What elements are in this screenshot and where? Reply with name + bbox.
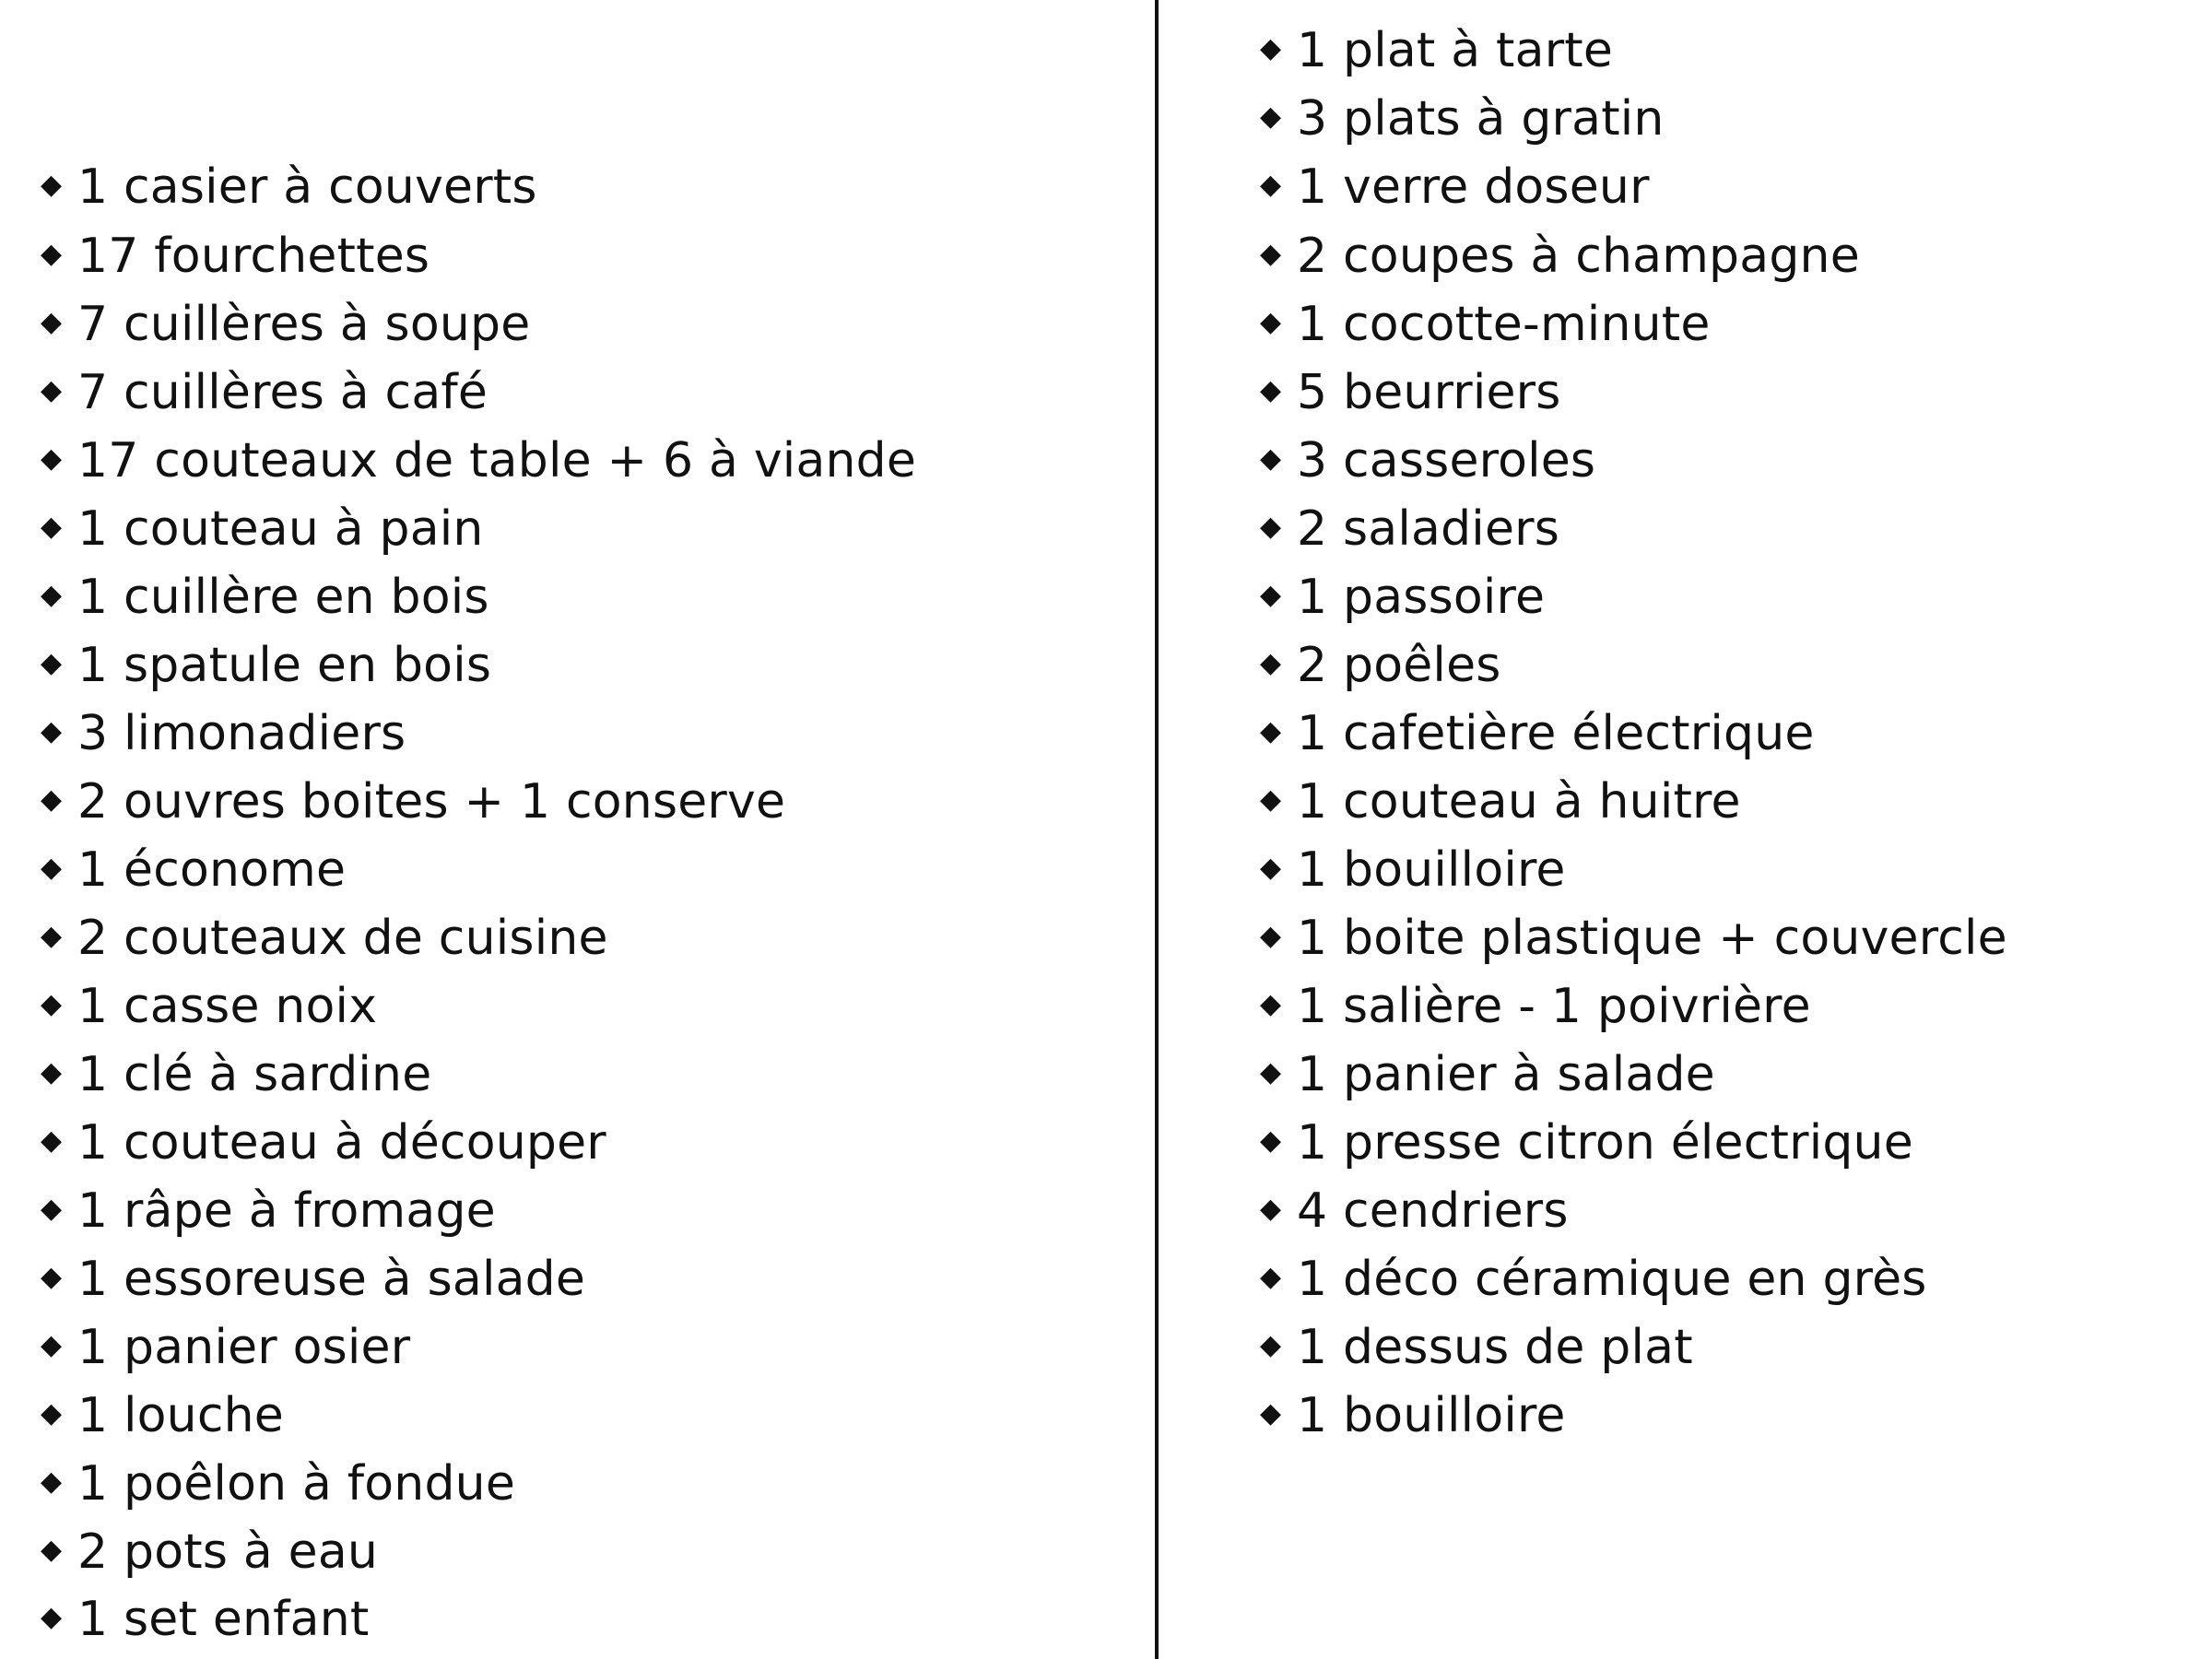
bullet-icon: ◆: [1260, 169, 1282, 201]
list-item: [1260, 631, 1501, 700]
bullet-icon: ◆: [41, 920, 63, 952]
bullet-icon: ◆: [1260, 1193, 1282, 1225]
list-item: [1260, 1041, 1715, 1109]
list-item: [1260, 290, 1711, 359]
item-text: 1 dessus de plat: [1297, 1320, 1693, 1375]
list-item: [41, 1585, 369, 1653]
item-text: 1 cafetière électrique: [1297, 706, 1815, 761]
list-item: [1260, 1245, 1927, 1313]
list-item: [1260, 359, 1561, 427]
bullet-icon: ◆: [1260, 852, 1282, 884]
bullet-icon: ◆: [41, 306, 63, 338]
item-text: 1 couteau à huitre: [1297, 774, 1741, 830]
item-text: 1 boite plastique + couvercle: [1297, 911, 2007, 966]
list-item: [41, 1177, 496, 1245]
list-item: [41, 563, 489, 631]
item-text: 2 couteaux de cuisine: [77, 911, 608, 966]
list-item: [1260, 563, 1545, 631]
item-text: 1 clé à sardine: [77, 1047, 432, 1102]
bullet-icon: ◆: [1260, 374, 1282, 406]
item-text: 1 couteau à pain: [77, 501, 484, 557]
list-item: [41, 1382, 284, 1450]
bullet-icon: ◆: [41, 1261, 63, 1293]
bullet-icon: ◆: [1260, 579, 1282, 611]
list-item: [41, 768, 785, 836]
bullet-icon: ◆: [1260, 1329, 1282, 1361]
item-text: 1 cocotte-minute: [1297, 297, 1711, 352]
bullet-icon: ◆: [41, 1465, 63, 1498]
bullet-icon: ◆: [41, 1397, 63, 1430]
item-text: 2 pots à eau: [77, 1524, 379, 1580]
bullet-icon: ◆: [41, 1124, 63, 1157]
bullet-icon: ◆: [1260, 1124, 1282, 1157]
item-text: 7 cuillères à soupe: [77, 297, 531, 352]
list-item: [41, 700, 406, 768]
list-item: [41, 904, 608, 972]
list-item: [41, 1313, 410, 1382]
bullet-icon: ◆: [41, 442, 63, 475]
item-text: 1 bouilloire: [1297, 1388, 1566, 1443]
list-item: [41, 153, 537, 221]
bullet-icon: ◆: [1260, 988, 1282, 1020]
bullet-icon: ◆: [1260, 715, 1282, 747]
list-item: [1260, 700, 1815, 768]
list-item: [41, 972, 377, 1041]
item-text: 1 spatule en bois: [77, 638, 492, 693]
item-text: 1 râpe à fromage: [77, 1183, 496, 1239]
item-text: 7 cuillères à café: [77, 365, 488, 420]
list-item: [41, 1450, 515, 1518]
item-text: 3 limonadiers: [77, 706, 406, 761]
item-text: 1 passoire: [1297, 570, 1546, 625]
item-text: 3 casseroles: [1297, 433, 1596, 488]
list-item: [41, 359, 488, 427]
item-text: 1 verre doseur: [1297, 159, 1650, 215]
item-text: 2 saladiers: [1297, 501, 1560, 557]
bullet-icon: ◆: [41, 1329, 63, 1361]
list-item: [41, 427, 916, 495]
list-item: [41, 290, 530, 359]
list-item: [41, 1109, 606, 1177]
item-text: 1 casier à couverts: [77, 159, 537, 215]
item-text: 1 cuillère en bois: [77, 570, 489, 625]
item-text: 1 essoreuse à salade: [77, 1252, 586, 1307]
item-text: 3 plats à gratin: [1297, 91, 1665, 147]
bullet-icon: ◆: [41, 579, 63, 611]
bullet-icon: ◆: [41, 783, 63, 816]
bullet-icon: ◆: [41, 852, 63, 884]
bullet-icon: ◆: [1260, 1397, 1282, 1430]
item-text: 1 économe: [77, 842, 347, 898]
list-item: [1260, 972, 1811, 1041]
item-text: 1 presse citron électrique: [1297, 1115, 1913, 1171]
bullet-icon: ◆: [1260, 783, 1282, 816]
bullet-icon: ◆: [1260, 100, 1282, 133]
bullet-icon: ◆: [1260, 32, 1282, 65]
list-item: [1260, 427, 1595, 495]
item-text: 1 casse noix: [77, 979, 378, 1034]
list-item: [1260, 1313, 1693, 1382]
list-item: [1260, 904, 2007, 972]
list-item: [41, 836, 346, 904]
bullet-icon: ◆: [41, 374, 63, 406]
bullet-icon: ◆: [41, 238, 63, 270]
list-item: [41, 1518, 378, 1586]
column-divider: [1155, 0, 1159, 1659]
item-text: 1 poêlon à fondue: [77, 1456, 516, 1512]
bullet-icon: ◆: [41, 1193, 63, 1225]
list-item: [41, 1245, 585, 1313]
list-item: [1260, 768, 1741, 836]
item-text: 1 panier osier: [77, 1320, 411, 1375]
bullet-icon: ◆: [41, 1601, 63, 1633]
item-text: 2 poêles: [1297, 638, 1501, 693]
bullet-icon: ◆: [1260, 306, 1282, 338]
list-item: [1260, 153, 1650, 221]
item-text: 1 déco céramique en grès: [1297, 1252, 1927, 1307]
bullet-icon: ◆: [1260, 238, 1282, 270]
bullet-icon: ◆: [1260, 1056, 1282, 1088]
item-text: 4 cendriers: [1297, 1183, 1569, 1239]
item-text: 1 plat à tarte: [1297, 23, 1614, 78]
item-text: 5 beurriers: [1297, 365, 1561, 420]
list-item: [1260, 1382, 1566, 1450]
list-item: [1260, 495, 1559, 563]
bullet-icon: ◆: [1260, 1261, 1282, 1293]
item-text: 1 salière - 1 poivrière: [1297, 979, 1811, 1034]
list-item: [1260, 1109, 1913, 1177]
item-text: 1 set enfant: [77, 1592, 370, 1647]
right-column: [1207, 0, 2212, 1659]
item-text: 1 couteau à découper: [77, 1115, 606, 1171]
bullet-icon: ◆: [41, 715, 63, 747]
item-text: 17 couteaux de table + 6 à viande: [77, 433, 917, 488]
list-item: [1260, 836, 1566, 904]
list-item: [41, 1041, 431, 1109]
bullet-icon: ◆: [41, 1534, 63, 1566]
bullet-icon: ◆: [1260, 647, 1282, 679]
item-text: 1 bouilloire: [1297, 842, 1566, 898]
bullet-icon: ◆: [1260, 442, 1282, 475]
item-text: 17 fourchettes: [77, 229, 430, 284]
list-item: [1260, 1177, 1569, 1245]
bullet-icon: ◆: [41, 1056, 63, 1088]
bullet-icon: ◆: [1260, 920, 1282, 952]
item-text: 2 coupes à champagne: [1297, 229, 1860, 284]
bullet-icon: ◆: [41, 169, 63, 201]
list-item: [41, 222, 429, 290]
bullet-icon: ◆: [41, 511, 63, 543]
item-text: 2 ouvres boites + 1 conserve: [77, 774, 786, 830]
list-item: [41, 495, 484, 563]
list-item: [1260, 17, 1613, 85]
list-item: [1260, 222, 1860, 290]
item-text: 1 louche: [77, 1388, 284, 1443]
list-item: [41, 631, 491, 700]
bullet-icon: ◆: [1260, 511, 1282, 543]
bullet-icon: ◆: [41, 988, 63, 1020]
bullet-icon: ◆: [41, 647, 63, 679]
list-item: [1260, 85, 1665, 153]
item-text: 1 panier à salade: [1297, 1047, 1715, 1102]
